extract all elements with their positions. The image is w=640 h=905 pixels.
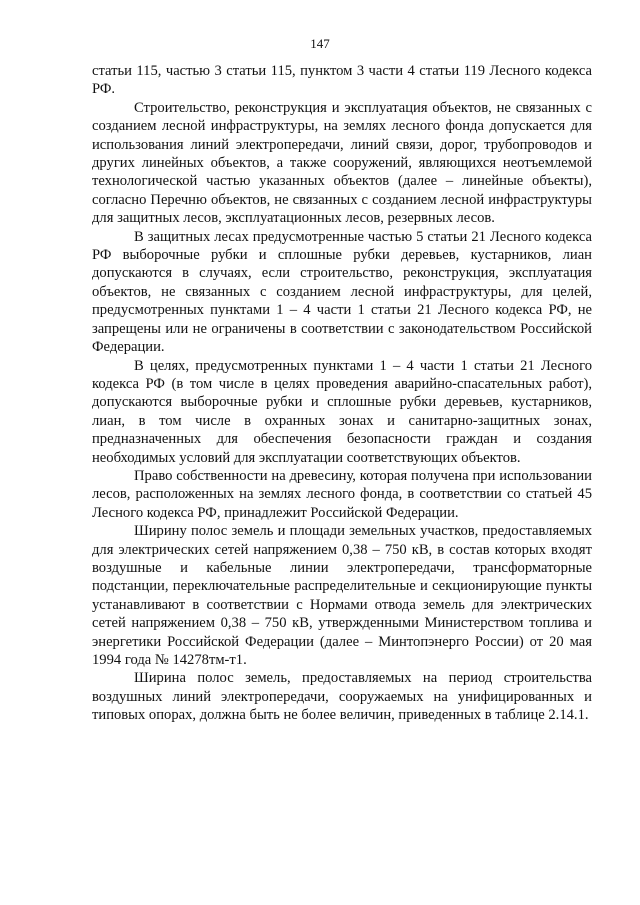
paragraph-protective-forests: В защитных лесах предусмотренные частью 5 статьи 21 Лесного кодекса РФ выборочные рубки и сплошные рубки деревьев, кустарников, лиан допускаются в случаях, если строительство, реконструкция, эксплуатация объектов, не связанных с созданием лесной инфраструктуры, для целей, предусмотренных пунктами 1 – 4 части 1 статьи 21 Лесного кодекса РФ, не запрещены или не ограничены в соответствии с законодательством Российской Федерации. bbox=[92, 228, 592, 356]
paragraph-continuation: статьи 115, частью 3 статьи 115, пунктом 3 части 4 статьи 119 Лесного кодекса РФ. bbox=[92, 63, 592, 98]
paragraph-wood-ownership: Право собственности на древесину, которая получена при использовании лесов, расположенных на землях лесного фонда, в соответствии со статьей 45 Лесного кодекса РФ, принадлежит Российской Федерации. bbox=[92, 467, 592, 521]
paragraph-linear-objects: Строительство, реконструкция и эксплуатация объектов, не связанных с созданием лесной инфраструктуры, на землях лесного фонда допускается для использования линий электропередачи, линий связи, дорог, трубопроводов и других линейных объектов, а также сооружений, являющихся неотъемлемой технологической частью указанных объектов (далее – линейные объекты), согласно Перечню объектов, не связанных с созданием лесной инфраструктуры для защитных лесов, эксплуатационных лесов, резервных лесов. bbox=[92, 99, 592, 227]
page-number: 147 bbox=[310, 36, 330, 51]
paragraph-construction-period: Ширина полос земель, предоставляемых на период строительства воздушных линий электропередачи, сооружаемых на унифицированных и типовых опорах, должна быть не более величин, приведенных в таблице 2.14.1. bbox=[92, 670, 592, 724]
paragraph-permitted-cuttings: В целях, предусмотренных пунктами 1 – 4 части 1 статьи 21 Лесного кодекса РФ (в том числе в целях проведения аварийно-спасательных работ), допускаются выборочные рубки и сплошные рубки деревьев, кустарников, лиан, в том числе в охранных зонах и санитарно-защитных зонах, предназначенных для обеспечения безопасности граждан и создания необходимых условий для эксплуатации соответствующих объектов. bbox=[92, 357, 592, 466]
paragraph-land-strip-width: Ширину полос земель и площади земельных участков, предоставляемых для электрических сетей напряжением 0,38 – 750 кВ, в состав которых входят воздушные и кабельные линии электропередачи, трансформаторные подстанции, переключательные распределительные и секционирующие пункты устанавливают в соответствии с Нормами отвода земель для электрических сетей напряжением 0,38 – 750 кВ, утвержденными Министерством топлива и энергетики Российской Федерации (далее – Минтопэнерго России) от 20 мая 1994 года № 14278тм-т1. bbox=[92, 523, 592, 668]
document-body bbox=[92, 62, 592, 725]
